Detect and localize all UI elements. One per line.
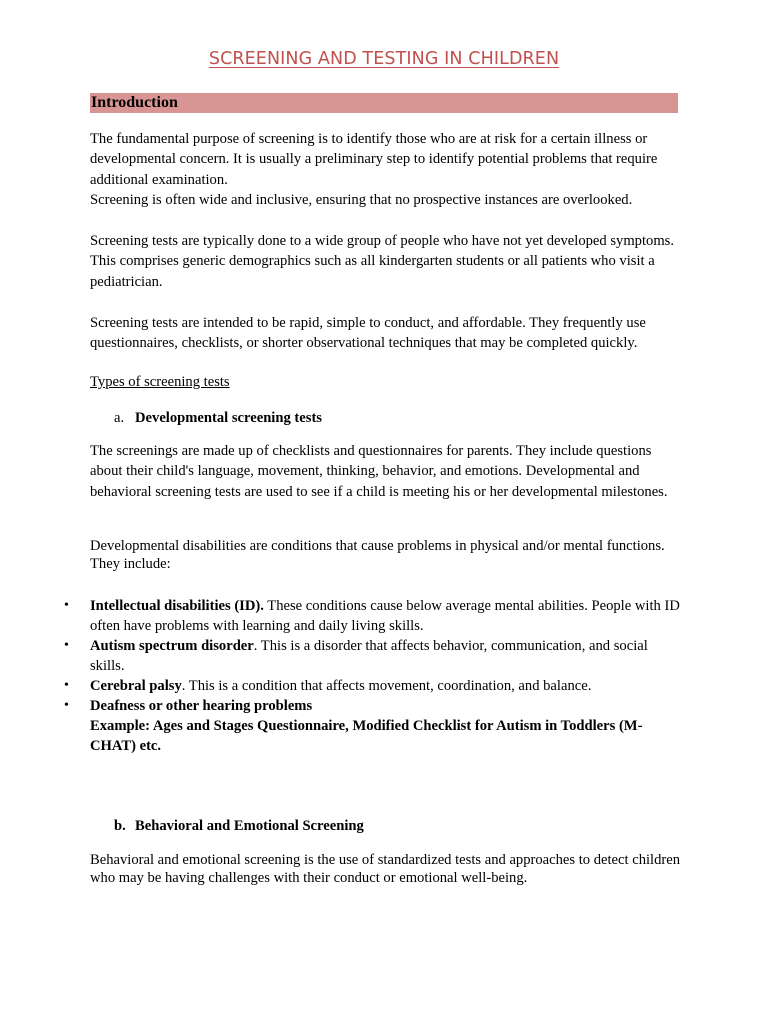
bullet-icon: • — [64, 678, 69, 693]
list-item — [0, 596, 682, 636]
list-item-term: Cerebral palsy — [90, 678, 182, 694]
document-title: SCREENING AND TESTING IN CHILDREN — [208, 49, 560, 69]
bullet-icon: • — [64, 638, 69, 653]
introduction-heading: Introduction — [90, 93, 678, 113]
list-item-text: . This is a condition that affects movement, coordination, and balance. — [181, 678, 592, 694]
types-heading-text: Types of screening tests — [90, 374, 230, 390]
list-item — [0, 696, 682, 756]
intro-paragraph-1 — [90, 129, 682, 211]
intro-paragraph-2: Screening tests are typically done to a wide group of people who have not yet developed symptoms. This comprises generic demographics such as all kindergarten students or all patients who visit a pediatrician. — [90, 233, 675, 290]
section-a-marker: a. — [114, 410, 125, 426]
section-b-label: Behavioral and Emotional Screening — [135, 818, 364, 834]
list-item-text: These conditions cause below average mental abilities. People with ID often have problems with learning and daily living skills. — [90, 598, 680, 634]
section-b-marker: b. — [114, 818, 126, 834]
intro-paragraph-3: Screening tests are intended to be rapid, simple to conduct, and affordable. They frequently use questionnaires, checklists, or shorter observational techniques that may be completed quickly. — [90, 315, 646, 352]
section-a-paragraph-1: The screenings are made up of checklists and questionnaires for parents. They include questions about their child's language, movement, thinking, behavior, and emotions. Developmental and behavioral screening tests are used to see if a child is meeting his or her developmental milestones. — [90, 443, 668, 500]
list-item-term: Intellectual disabilities (ID). — [90, 598, 264, 614]
list-item-term: Autism spectrum disorder — [90, 638, 254, 654]
section-a-heading — [114, 408, 322, 428]
section-a-label: Developmental screening tests — [135, 410, 322, 426]
list-item — [0, 676, 682, 696]
list-item-text: . This is a disorder that affects behavior, communication, and social skills. — [90, 638, 648, 674]
section-b-heading — [114, 816, 364, 836]
intro-paragraph-1b-text: Screening is often wide and inclusive, ensuring that no prospective instances are overlooked. — [90, 192, 633, 209]
bullet-icon: • — [64, 598, 69, 613]
screening-example: Example: Ages and Stages Questionnaire, Modified Checklist for Autism in Toddlers (M-CHAT) etc. — [90, 718, 643, 754]
disabilities-list — [0, 596, 768, 756]
list-item-term: Deafness or other hearing problems — [90, 698, 313, 714]
bullet-icon: • — [64, 698, 69, 713]
types-heading — [90, 372, 682, 392]
list-item — [0, 636, 682, 676]
intro-paragraph-1-text: The fundamental purpose of screening is to identify those who are at risk for a certain illness or developmental concern. It is usually a preliminary step to identify potential problems that require additional examination. — [90, 131, 658, 188]
section-a-paragraph-2: Developmental disabilities are conditions that cause problems in physical and/or mental functions. They include: — [90, 538, 665, 572]
section-b-paragraph-1: Behavioral and emotional screening is the use of standardized tests and approaches to detect children who may be having challenges with their conduct or emotional well-being. — [90, 852, 681, 886]
